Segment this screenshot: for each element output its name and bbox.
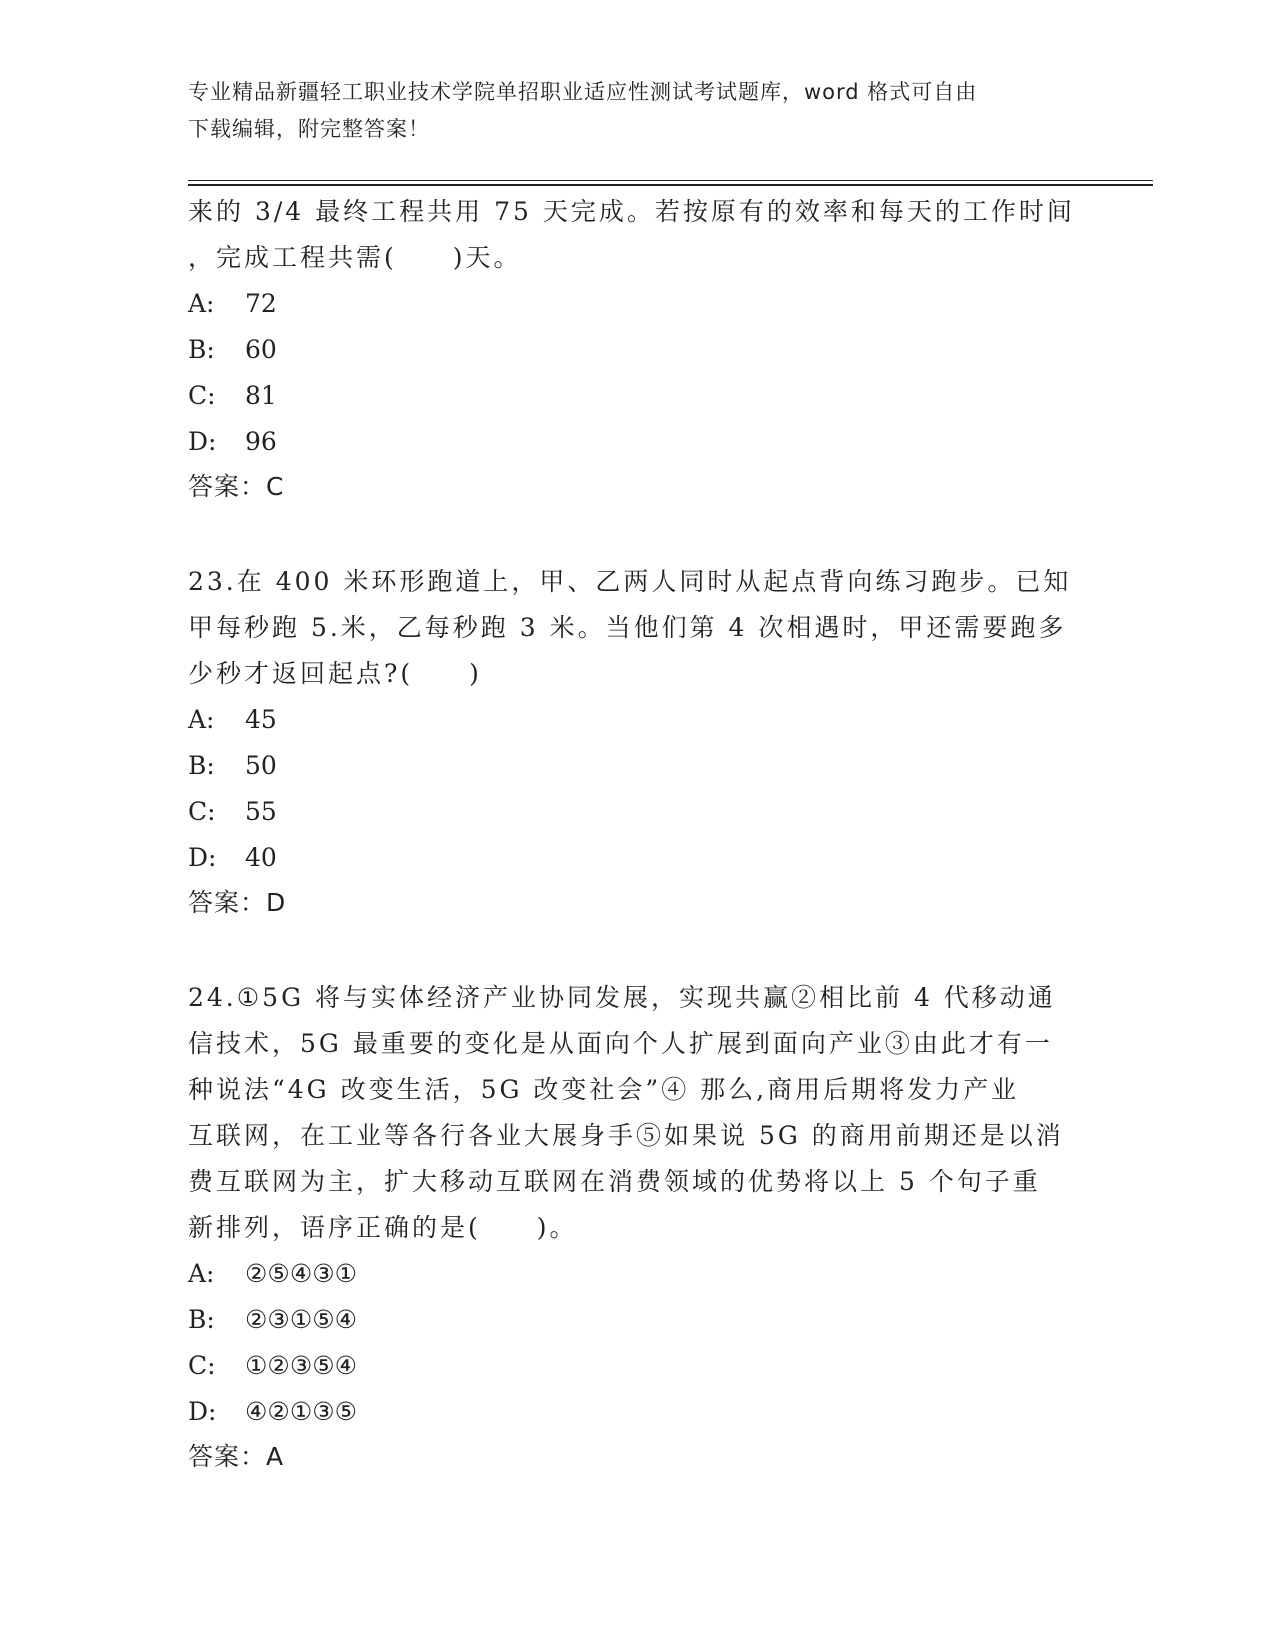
option-b [188,327,1078,373]
option-text: 96 [245,427,277,456]
question-line: 新排列，语序正确的是( )。 [188,1213,578,1242]
question-block [188,559,1078,925]
question-line: 种说法“4G 改变生活，5G 改变社会”④ 那么,商用后期将发力产业 [188,1075,1020,1104]
option-d [188,835,1078,881]
option-text: 50 [245,751,277,780]
option-label: D: [188,843,217,872]
option-b [188,1297,1078,1343]
question-line: 甲每秒跑 5.米，乙每秒跑 3 米。当他们第 4 次相遇时，甲还需要跑多 [188,613,1067,642]
header-line-1: 专业精品新疆轻工职业技术学院单招职业适应性测试考试题库，word 格式可自由 [188,80,978,104]
option-label: A: [188,705,215,734]
option-text: 40 [245,843,277,872]
answer: 答案：C [188,472,285,501]
question-line: 24.①5G 将与实体经济产业协同发展，实现共赢②相比前 4 代移动通 [188,983,1056,1012]
header-line-2: 下载编辑，附完整答案！ [188,117,430,141]
option-text: 60 [245,335,277,364]
header-divider-thin [188,180,1153,181]
option-text: 81 [245,381,277,410]
option-label: D: [188,1397,217,1426]
question-line: ，完成工程共需( )天。 [188,243,522,272]
question-line: 信技术，5G 最重要的变化是从面向个人扩展到面向产业③由此才有一 [188,1029,1053,1058]
option-label: C: [188,381,216,410]
question-line: 互联网，在工业等各行各业大展身手⑤如果说 5G 的商用前期还是以消 [188,1121,1064,1150]
option-b [188,743,1078,789]
option-text: ②③①⑤④ [245,1305,358,1334]
option-text: ④②①③⑤ [245,1397,358,1426]
question-line: 费互联网为主，扩大移动互联网在消费领域的优势将以上 5 个句子重 [188,1167,1041,1196]
option-label: C: [188,1351,216,1380]
option-text: 55 [245,797,277,826]
question-block [188,975,1078,1479]
header-divider-thick [188,184,1153,186]
option-c [188,1343,1078,1389]
document-header [188,74,1088,148]
answer: 答案：A [188,1442,285,1471]
option-c [188,789,1078,835]
option-text: ①②③⑤④ [245,1351,358,1380]
option-label: B: [188,1305,215,1334]
option-a [188,1251,1078,1297]
option-label: D: [188,427,217,456]
question-line: 少秒才返回起点?( ) [188,659,482,688]
option-label: B: [188,751,215,780]
question-block [188,189,1078,509]
option-label: A: [188,289,215,318]
option-a [188,281,1078,327]
answer: 答案：D [188,888,287,917]
option-a [188,697,1078,743]
option-c [188,373,1078,419]
question-list [188,189,1078,1479]
option-text: 72 [245,289,277,318]
option-label: A: [188,1259,215,1288]
option-label: C: [188,797,216,826]
option-d [188,1389,1078,1435]
question-line: 来的 3/4 最终工程共用 75 天完成。若按原有的效率和每天的工作时间 [188,197,1075,226]
question-line: 23.在 400 米环形跑道上，甲、乙两人同时从起点背向练习跑步。已知 [188,567,1072,596]
option-text: 45 [245,705,277,734]
option-text: ②⑤④③① [245,1259,358,1288]
option-d [188,419,1078,465]
option-label: B: [188,335,215,364]
